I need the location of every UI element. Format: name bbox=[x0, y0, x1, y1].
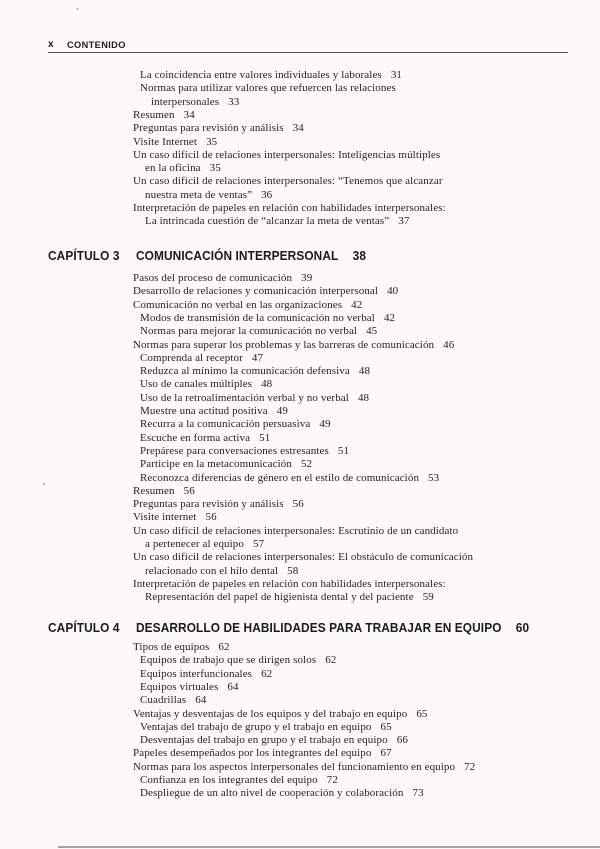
toc-entry-text: Muestre una actitud positiva bbox=[140, 405, 268, 417]
toc-entry-text: Ventajas y desventajas de los equipos y del trabajo en equipo bbox=[133, 707, 408, 720]
toc-entry-text: Preguntas para revisión y análisis bbox=[133, 122, 284, 135]
toc-entry-page-number: 56 bbox=[292, 498, 304, 511]
toc-entry-text: Reduzca al mínimo la comunicación defensiva bbox=[140, 365, 350, 378]
toc-entry-line bbox=[140, 472, 439, 485]
toc-entry-text: a pertenecer al equipo bbox=[145, 538, 245, 550]
toc-entry-text: Equipos de trabajo que se dirigen solos bbox=[140, 654, 317, 667]
toc-entry-page-number: 40 bbox=[387, 285, 399, 298]
toc-entry-page-number: 51 bbox=[259, 431, 271, 444]
toc-entry-text: Preguntas para revisión y análisis bbox=[133, 498, 284, 511]
toc-entry-line bbox=[145, 215, 409, 228]
toc-entry-line bbox=[133, 747, 392, 760]
toc-entry-page-number: 56 bbox=[205, 511, 217, 524]
toc-entry-line bbox=[133, 202, 446, 215]
toc-entry-text: Pasos del proceso de comunicación bbox=[133, 272, 293, 284]
toc-entry-text: Despliegue de un alto nivel de cooperación y colaboración bbox=[140, 787, 404, 800]
toc-entry-page-number: 33 bbox=[228, 95, 240, 108]
toc-entry-text: Resumen bbox=[133, 108, 175, 121]
toc-entry-text: interpersonales bbox=[151, 95, 220, 108]
toc-entry-text: Uso de la retroalimentación verbal y no verbal bbox=[140, 391, 349, 404]
toc-entry-line bbox=[140, 418, 331, 431]
toc-entry-text: Recurra a la comunicación persuasiva bbox=[140, 418, 311, 431]
toc-entry-page-number: 62 bbox=[261, 667, 273, 680]
chapter-page-number: 60 bbox=[515, 621, 530, 635]
toc-entry-text: Un caso difícil de relaciones interpersonales: Escrutinio de un candidato bbox=[133, 524, 459, 537]
toc-entry-line bbox=[140, 378, 272, 391]
toc-entry-text: Equipos interfuncionales bbox=[140, 667, 253, 680]
toc-entry-line bbox=[133, 708, 428, 721]
toc-entry-line bbox=[140, 405, 288, 418]
toc-entry-page-number: 39 bbox=[301, 272, 313, 284]
toc-entry-line bbox=[140, 365, 370, 378]
toc-entry-line bbox=[133, 485, 195, 498]
page-bottom-scan-edge bbox=[58, 846, 600, 848]
toc-entry-text: Un caso difícil de relaciones interpersonales: “Tenemos que alcanzar bbox=[133, 175, 443, 188]
toc-entry-line bbox=[145, 162, 221, 175]
toc-entry-line bbox=[145, 538, 264, 551]
toc-entry-text: Escuche en forma activa bbox=[140, 431, 251, 444]
toc-entry-line bbox=[133, 761, 475, 774]
toc-entry-line bbox=[140, 392, 369, 405]
toc-entry-page-number: 73 bbox=[412, 787, 424, 800]
toc-entry-line bbox=[133, 149, 440, 162]
toc-entry-page-number: 35 bbox=[206, 135, 218, 148]
toc-entry-text: Representación del papel de higienista dental y del paciente bbox=[145, 591, 414, 604]
toc-entry-line bbox=[133, 511, 217, 524]
toc-entry-line bbox=[140, 668, 272, 681]
toc-entry-text: Comunicación no verbal en las organizaciones bbox=[133, 298, 343, 311]
toc-entry-page-number: 56 bbox=[183, 484, 195, 497]
toc-entry-line bbox=[140, 654, 336, 667]
chapter-title bbox=[136, 621, 529, 635]
running-head-page-number: x bbox=[48, 39, 54, 50]
toc-entry-line bbox=[140, 787, 424, 800]
toc-entry-text: La coincidencia entre valores individuales y laborales bbox=[140, 69, 382, 81]
toc-entry-line bbox=[140, 312, 395, 325]
toc-entry-page-number: 62 bbox=[325, 654, 337, 667]
toc-entry-page-number: 49 bbox=[319, 418, 331, 431]
toc-entry-line bbox=[140, 681, 239, 694]
toc-entry-text: Uso de canales múltiples bbox=[140, 378, 253, 391]
toc-entry-text: Normas para los aspectos interpersonales del funcionamiento en equipo bbox=[133, 760, 456, 773]
toc-entry-text: Resumen bbox=[133, 484, 175, 497]
toc-entry-page-number: 42 bbox=[351, 298, 363, 311]
toc-entry-line bbox=[145, 189, 272, 202]
toc-entry-line bbox=[133, 339, 454, 352]
toc-entry-line bbox=[140, 694, 206, 707]
toc-entry-line bbox=[140, 82, 396, 95]
toc-entry-line bbox=[133, 122, 304, 135]
toc-entry-text: Normas para superar los problemas y las barreras de comunicación bbox=[133, 338, 435, 351]
toc-entry-text: relacionado con el hilo dental bbox=[145, 564, 279, 577]
toc-entry-text: Desarrollo de relaciones y comunicación interpersonal bbox=[133, 285, 379, 298]
toc-entry-text: en la oficina bbox=[145, 162, 201, 175]
scan-speck bbox=[43, 483, 45, 485]
toc-entry-page-number: 35 bbox=[209, 162, 221, 175]
toc-entry-line bbox=[145, 565, 298, 578]
toc-entry-text: Un caso difícil de relaciones interpersonales: Inteligencias múltiples bbox=[133, 148, 441, 161]
toc-entry-text: Papeles desempeñados por los integrantes del equipo bbox=[133, 747, 372, 760]
toc-entry-line bbox=[140, 445, 349, 458]
toc-entry-text: Tipos de equipos bbox=[133, 641, 210, 653]
toc-entry-page-number: 58 bbox=[287, 564, 299, 577]
toc-entry-text: Un caso difícil de relaciones interpersonales: El obstáculo de comunicación bbox=[133, 551, 474, 564]
toc-entry-text: Desventajas del trabajo en grupo y el trabajo en equipo bbox=[140, 734, 388, 747]
chapter-label: CAPÍTULO 4 bbox=[48, 621, 120, 635]
toc-entry-line bbox=[140, 69, 402, 82]
chapter-title-text: DESARROLLO DE HABILIDADES PARA TRABAJAR EN EQUIPO bbox=[136, 621, 502, 635]
toc-entry-line bbox=[133, 272, 312, 285]
toc-entry-line bbox=[140, 325, 377, 338]
toc-entry-text: Normas para mejorar la comunicación no verbal bbox=[140, 325, 358, 338]
toc-entry-page-number: 72 bbox=[326, 774, 338, 786]
chapter-title bbox=[136, 249, 366, 263]
toc-entry-line bbox=[140, 458, 312, 471]
toc-entry-line bbox=[133, 175, 443, 188]
toc-entry-line bbox=[140, 774, 338, 787]
toc-entry-page-number: 47 bbox=[251, 351, 264, 364]
toc-entry-page-number: 34 bbox=[292, 122, 304, 135]
toc-entry-page-number: 48 bbox=[358, 365, 371, 378]
toc-entry-page-number: 57 bbox=[253, 538, 265, 550]
toc-entry-text: Cuadrillas bbox=[140, 694, 187, 707]
toc-entry-page-number: 34 bbox=[183, 108, 195, 121]
chapter-page-number: 38 bbox=[352, 249, 367, 263]
toc-entry-page-number: 64 bbox=[227, 680, 239, 693]
toc-entry-line bbox=[145, 591, 434, 604]
toc-entry-line bbox=[133, 498, 304, 511]
toc-entry-text: Ventajas del trabajo de grupo y el trabajo en equipo bbox=[140, 720, 372, 733]
toc-entry-text: Visite internet bbox=[133, 511, 197, 524]
toc-entry-page-number: 36 bbox=[261, 188, 273, 201]
toc-entry-page-number: 59 bbox=[422, 591, 434, 604]
toc-entry-text: nuestra meta de ventas” bbox=[145, 188, 253, 201]
running-head-title: CONTENIDO bbox=[67, 40, 126, 51]
toc-entry-line bbox=[140, 734, 408, 747]
toc-entry-line bbox=[133, 578, 446, 591]
toc-entry-line bbox=[140, 721, 392, 734]
toc-entry-text: Normas para utilizar valores que refuercen las relaciones bbox=[140, 82, 396, 95]
toc-entry-page-number: 48 bbox=[261, 378, 273, 391]
toc-entry-line bbox=[133, 109, 195, 122]
toc-entry-page-number: 52 bbox=[300, 458, 313, 471]
toc-entry-page-number: 31 bbox=[390, 69, 403, 81]
toc-entry-page-number: 64 bbox=[195, 694, 207, 707]
toc-entry-page-number: 37 bbox=[398, 215, 410, 228]
toc-entry-page-number: 66 bbox=[396, 734, 408, 747]
toc-entry-text: La intrincada cuestión de “alcanzar la meta de ventas” bbox=[145, 215, 390, 228]
toc-entry-page-number: 67 bbox=[380, 747, 392, 760]
toc-entry-page-number: 65 bbox=[416, 707, 428, 720]
toc-entry-page-number: 62 bbox=[218, 641, 230, 653]
chapter-title-text: COMUNICACIÓN INTERPERSONAL bbox=[136, 249, 339, 263]
toc-entry-text: Comprenda al receptor bbox=[140, 351, 243, 364]
toc-entry-text: Participe en la metacomunicación bbox=[140, 458, 292, 471]
toc-entry-page-number: 45 bbox=[366, 325, 378, 338]
toc-entry-text: Equipos virtuales bbox=[140, 680, 219, 693]
toc-entry-page-number: 72 bbox=[464, 760, 476, 773]
toc-entry-page-number: 48 bbox=[357, 391, 370, 404]
toc-entry-page-number: 49 bbox=[276, 405, 288, 417]
chapter-label: CAPÍTULO 3 bbox=[48, 249, 120, 263]
toc-entry-text: Interpretación de papeles en relación con habilidades interpersonales: bbox=[133, 577, 446, 590]
scan-speck bbox=[76, 8, 79, 10]
toc-entry-line bbox=[151, 96, 239, 109]
toc-entry-line bbox=[133, 551, 473, 564]
toc-entry-line bbox=[140, 352, 263, 365]
toc-entry-page-number: 42 bbox=[383, 311, 396, 324]
toc-entry-text: Visite Internet bbox=[133, 135, 198, 148]
toc-entry-page-number: 46 bbox=[443, 338, 455, 351]
toc-entry-page-number: 53 bbox=[428, 471, 440, 484]
toc-entry-line bbox=[133, 299, 362, 312]
toc-entry-text: Modos de transmisión de la comunicación no verbal bbox=[140, 311, 375, 324]
toc-entry-page-number: 51 bbox=[337, 444, 350, 457]
toc-entry-text: Confianza en los integrantes del equipo bbox=[140, 774, 318, 786]
toc-entry-line bbox=[133, 641, 230, 654]
toc-entry-line bbox=[133, 285, 398, 298]
toc-entry-text: Prepárese para conversaciones estresantes bbox=[140, 444, 329, 457]
header-rule bbox=[48, 52, 568, 53]
toc-entry-line bbox=[133, 136, 217, 149]
toc-entry-line bbox=[133, 525, 458, 538]
toc-entry-text: Interpretación de papeles en relación con habilidades interpersonales: bbox=[133, 202, 446, 214]
toc-entry-line bbox=[140, 432, 270, 445]
toc-entry-text: Reconozca diferencias de género en el estilo de comunicación bbox=[140, 471, 420, 484]
toc-entry-page-number: 65 bbox=[380, 720, 392, 733]
